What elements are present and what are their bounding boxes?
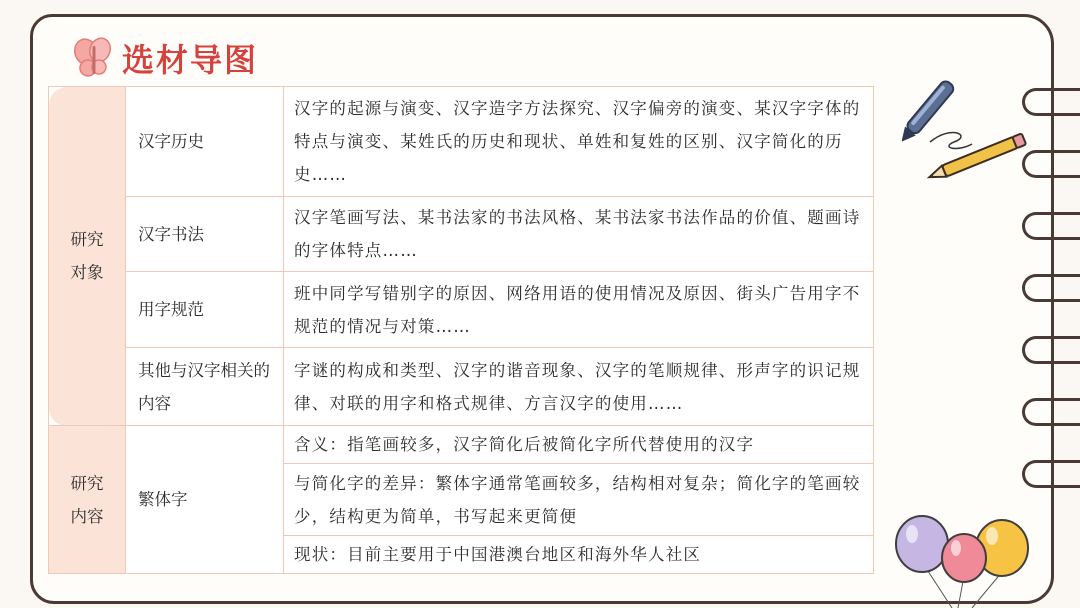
topic-cell: 汉字书法 [126,197,284,272]
topic-cell: 繁体字 [126,426,284,574]
page-title: 选材导图 [122,41,259,79]
table-row [49,348,874,426]
topic-cell: 用字规范 [126,272,284,348]
butterfly-icon [72,36,116,80]
desc-cell: 班中同学写错别字的原因、网络用语的使用情况及原因、街头广告用字不规范的情况与对策…… [284,272,874,348]
desc-cell: 与简化字的差异：繁体字通常笔画较多，结构相对复杂；简化字的笔画较少，结构更为简单，书写起来更简便 [284,464,874,536]
table-row [49,197,874,272]
topic-cell: 汉字历史 [126,87,284,197]
desc-cell: 汉字的起源与演变、汉字造字方法探究、汉字偏旁的演变、某汉字字体的特点与演变、某姓氏的历史和现状、单姓和复姓的区别、汉字简化的历史…… [284,87,874,197]
topic-table [48,86,874,574]
desc-cell: 现状：目前主要用于中国港澳台地区和海外华人社区 [284,536,874,574]
table-row [49,272,874,348]
topic-cell: 其他与汉字相关的内容 [126,348,284,426]
table-row [49,426,874,464]
balloons-icon [892,512,1042,608]
pen-icon [902,80,1032,180]
table-row [49,87,874,197]
header [72,34,258,82]
group-label-research-object: 研究 对象 [49,87,126,426]
desc-cell: 汉字笔画写法、某书法家的书法风格、某书法家书法作品的价值、题画诗的字体特点…… [284,197,874,272]
desc-cell: 含义：指笔画较多，汉字简化后被简化字所代替使用的汉字 [284,426,874,464]
desc-cell: 字谜的构成和类型、汉字的谐音现象、汉字的笔顺规律、形声字的识记规律、对联的用字和格式规律、方言汉字的使用…… [284,348,874,426]
group-label-research-content: 研究 内容 [49,426,126,574]
